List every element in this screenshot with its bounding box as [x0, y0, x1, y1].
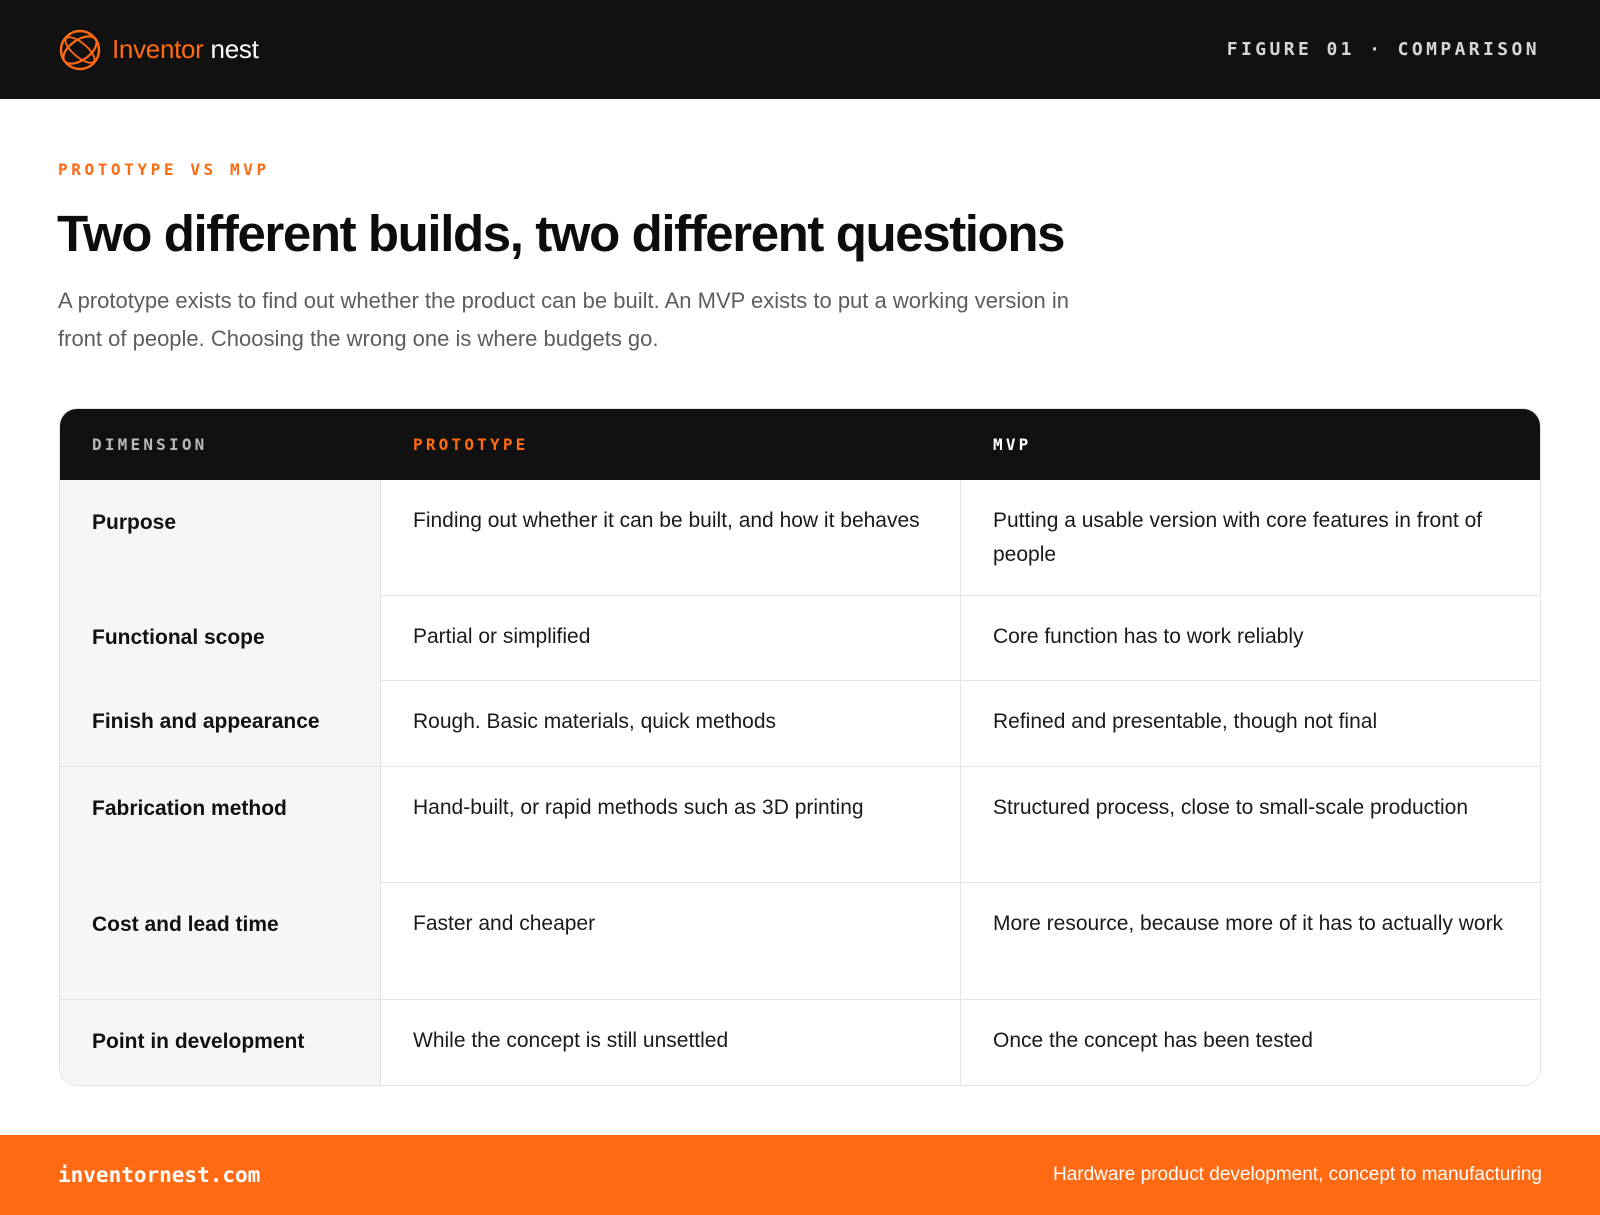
header-mvp: MVP: [993, 435, 1032, 454]
brand-logo[interactable]: [58, 28, 259, 72]
row-dimension: Finish and appearance: [92, 710, 320, 733]
row-prototype: While the concept is still unsettled: [381, 1000, 961, 1086]
top-bar: [0, 0, 1600, 99]
row-mvp: More resource, because more of it has to actually work: [993, 912, 1504, 935]
row-prototype: Rough. Basic materials, quick methods: [381, 681, 961, 766]
table-row: [60, 883, 1540, 999]
table-row: [60, 767, 1540, 882]
row-dimension: Point in development: [92, 1030, 305, 1053]
row-mvp: Refined and presentable, though not final: [993, 710, 1378, 733]
row-dimension: Cost and lead time: [92, 913, 279, 936]
header-dimension: DIMENSION: [92, 435, 208, 454]
row-mvp: Structured process, close to small-scale production: [993, 796, 1469, 819]
table-row: [60, 596, 1540, 680]
row-mvp: Core function has to work reliably: [993, 625, 1304, 648]
eyebrow-label: PROTOTYPE VS MVP: [58, 160, 270, 179]
row-prototype: Hand-built, or rapid methods such as 3D printing: [381, 767, 961, 882]
page-title: Two different builds, two different questions: [57, 205, 1065, 262]
brand-name: [112, 34, 259, 65]
brand-name-first: Inventor: [112, 34, 204, 64]
intro-paragraph: A prototype exists to find out whether the product can be built. An MVP exists to put a working version in front of people. Choosing the wrong one is where budgets go.: [58, 288, 1069, 351]
table-row: [60, 480, 1540, 595]
row-prototype: Finding out whether it can be built, and how it behaves: [381, 480, 961, 595]
figure-label: FIGURE 01 · COMPARISON: [1226, 39, 1540, 60]
footer-url[interactable]: inventornest.com: [58, 1163, 261, 1187]
comparison-table: [59, 408, 1541, 1086]
brand-name-second: nest: [210, 34, 259, 64]
table-row: [60, 1000, 1540, 1086]
row-mvp: Putting a usable version with core features in front of people: [993, 509, 1483, 566]
row-dimension: Purpose: [92, 511, 177, 534]
row-prototype: Partial or simplified: [381, 596, 961, 680]
footer-tagline: Hardware product development, concept to manufacturing: [1053, 1164, 1542, 1185]
footer-bar: [0, 1135, 1600, 1215]
table-row: [60, 681, 1540, 766]
table-header: [60, 409, 1540, 480]
header-prototype: PROTOTYPE: [413, 435, 529, 454]
row-dimension: Fabrication method: [92, 797, 287, 820]
row-prototype: Faster and cheaper: [381, 883, 961, 999]
row-dimension: Functional scope: [92, 626, 265, 649]
row-mvp: Once the concept has been tested: [993, 1029, 1313, 1052]
orbit-logo-icon: [58, 28, 102, 72]
